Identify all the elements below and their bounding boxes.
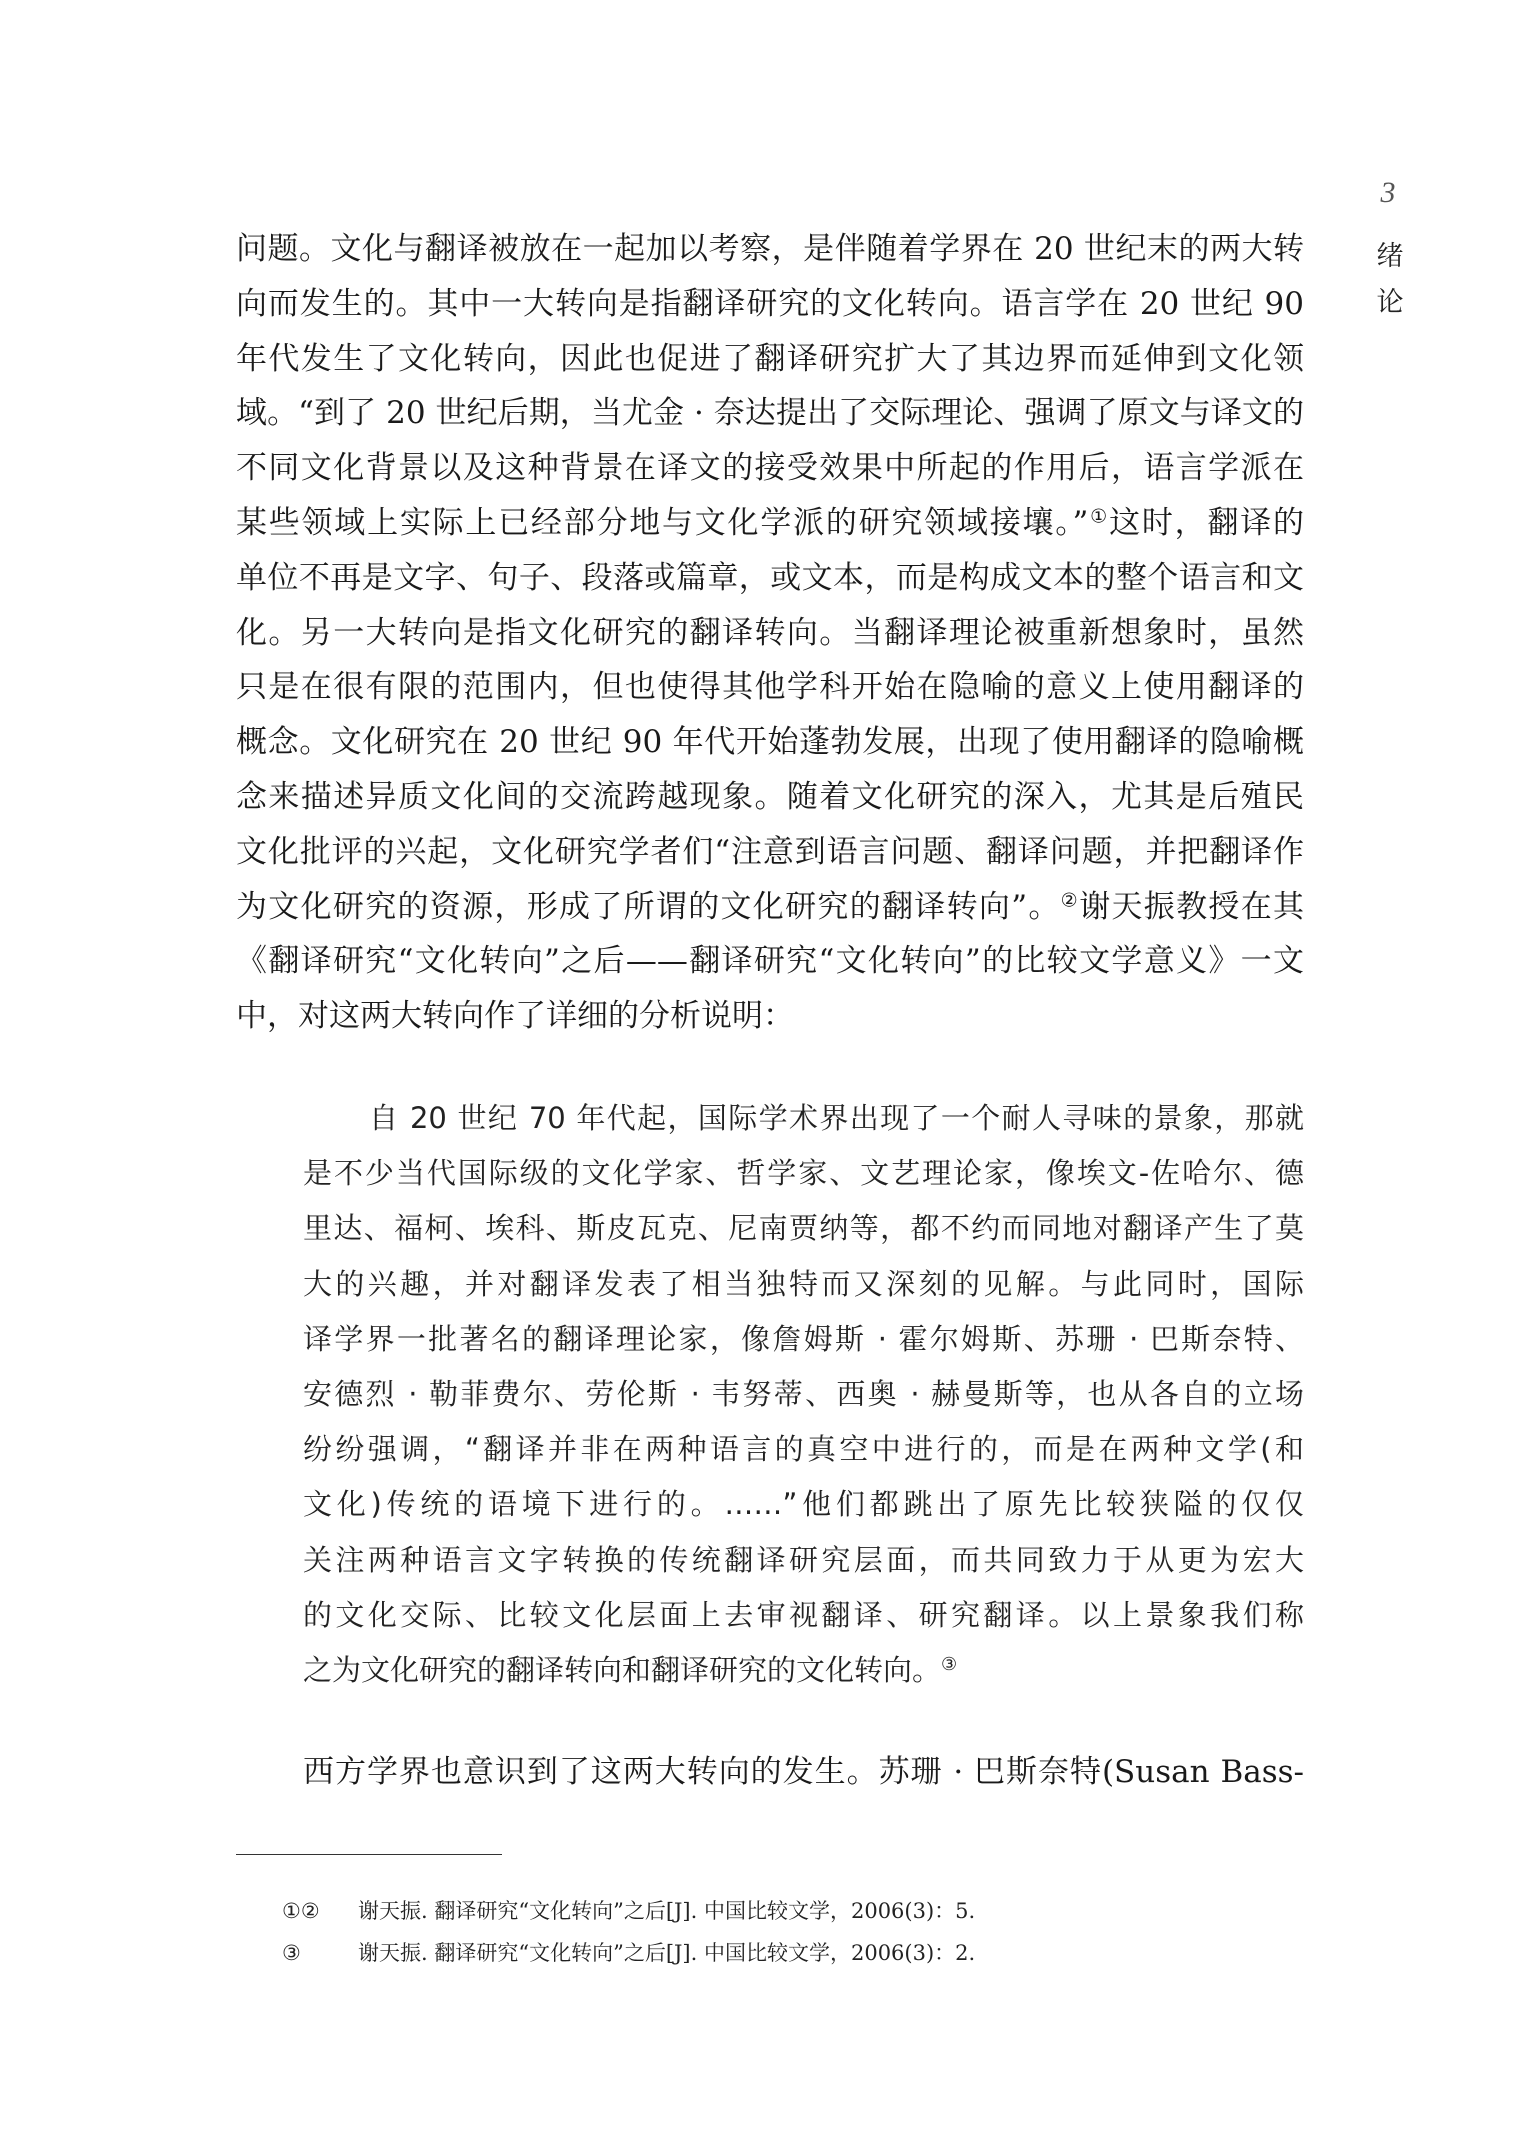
page-number: 3 [1380,176,1396,209]
footnote-ref: ② [1060,888,1080,911]
text-line: 《翻译研究“文化转向”之后——翻译研究“文化转向”的比较文学意义》一文 [236,943,1304,980]
quote-line: 关注两种语言文字转换的传统翻译研究层面，而共同致力于从更为宏大 [303,1542,1304,1577]
text-line-part: 为文化研究的资源，形成了所谓的文化研究的翻译转向”。 [236,888,1061,925]
footnote [282,1932,1282,1974]
footnote-mark: ③ [282,1941,301,1965]
block-quote [303,1091,1304,1698]
footnote-ref: ③ [941,1654,958,1676]
footnote-text: 谢天振. 翻译研究“文化转向”之后[J]. 中国比较文学，2006(3)：5. [358,1899,976,1923]
body-paragraph-continued [303,1745,1304,1799]
text-line-part: 这时，翻译的 [1109,504,1304,541]
text-line: 中，对这两大转向作了详细的分析说明： [236,998,794,1035]
footnote-text: 谢天振. 翻译研究“文化转向”之后[J]. 中国比较文学，2006(3)：2. [358,1941,976,1965]
quote-line: 译学界一批著名的翻译理论家，像詹姆斯 · 霍尔姆斯、苏珊 · 巴斯奈特、 [303,1321,1304,1356]
body-paragraph [236,222,1304,1044]
quote-line: 里达、福柯、埃科、斯皮瓦克、尼南贾纳等，都不约而同地对翻译产生了莫 [303,1211,1304,1246]
text-line: 文化批评的兴起，文化研究学者们“注意到语言问题、翻译问题，并把翻译作 [236,833,1304,870]
running-head-char: 论 [1376,287,1404,318]
text-line-part: 某些领域上实际上已经部分地与文化学派的研究领域接壤。” [236,504,1089,541]
quote-line: 纷纷强调，“翻译并非在两种语言的真空中进行的，而是在两种文学(和 [303,1432,1304,1467]
text-line: 念来描述异质文化间的交流跨越现象。随着文化研究的深入，尤其是后殖民 [236,778,1304,815]
quote-line: 大的兴趣，并对翻译发表了相当独特而又深刻的见解。与此同时，国际 [303,1266,1304,1301]
footnote-mark: ①② [282,1899,320,1923]
text-line [236,496,1304,551]
running-head [1373,234,1407,326]
footnotes [282,1890,1282,1974]
text-line: 不同文化背景以及这种背景在译文的接受效果中所起的作用后，语言学派在 [236,450,1304,487]
quote-line: 的文化交际、比较文化层面上去审视翻译、研究翻译。以上景象我们称 [303,1597,1304,1632]
running-head-char: 绪 [1376,241,1404,272]
text-line: 概念。文化研究在 20 世纪 90 年代开始蓬勃发展，出现了使用翻译的隐喻概 [236,724,1304,761]
text-line: 化。另一大转向是指文化研究的翻译转向。当翻译理论被重新想象时，虽然 [236,614,1304,651]
quote-line-part: 之为文化研究的翻译转向和翻译研究的文化转向。 [303,1653,942,1688]
footnote [282,1890,1282,1932]
text-line: 年代发生了文化转向，因此也促进了翻译研究扩大了其边界而延伸到文化领 [236,340,1304,377]
text-line [236,880,1304,935]
quote-line: 自 20 世纪 70 年代起，国际学术界出现了一个耐人寻味的景象，那就 [369,1101,1304,1135]
footnote-ref: ① [1088,504,1110,528]
text-line: 向而发生的。其中一大转向是指翻译研究的文化转向。语言学在 20 世纪 90 [236,285,1304,322]
quote-line [303,1643,1304,1698]
quote-line: 文化)传统的语境下进行的。……”他们都跳出了原先比较狭隘的仅仅 [303,1487,1304,1522]
text-line: 西方学界也意识到了这两大转向的发生。苏珊 · 巴斯奈特(Susan Bass- [303,1754,1304,1790]
quote-line: 安德烈 · 勒菲费尔、劳伦斯 · 韦努蒂、西奥 · 赫曼斯等，也从各自的立场 [303,1377,1304,1412]
quote-line: 是不少当代国际级的文化学家、哲学家、文艺理论家，像埃文-佐哈尔、德 [303,1156,1304,1191]
text-line: 域。“到了 20 世纪后期，当尤金 · 奈达提出了交际理论、强调了原文与译文的 [236,395,1304,432]
text-line: 单位不再是文字、句子、段落或篇章，或文本，而是构成文本的整个语言和文 [236,559,1304,596]
text-line-part: 谢天振教授在其 [1079,888,1305,925]
text-line: 问题。文化与翻译被放在一起加以考察，是伴随着学界在 20 世纪末的两大转 [236,231,1304,267]
footnote-divider [236,1854,502,1855]
text-line: 只是在很有限的范围内，但也使得其他学科开始在隐喻的意义上使用翻译的 [236,669,1304,706]
